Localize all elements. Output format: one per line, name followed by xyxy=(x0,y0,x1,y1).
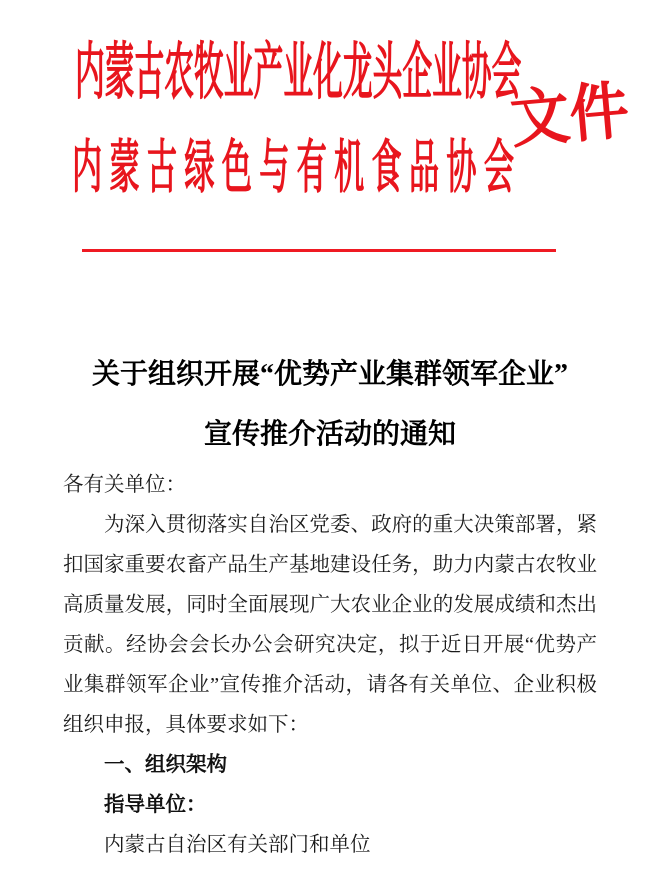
document-title-line1: 关于组织开展“优势产业集群领军企业” xyxy=(91,359,568,390)
salutation: 各有关单位： xyxy=(63,474,186,496)
red-divider-line xyxy=(82,249,556,252)
doc-type-label: 文件 xyxy=(507,75,632,156)
letterhead xyxy=(0,0,660,260)
document-content xyxy=(63,345,597,865)
document-title xyxy=(63,345,597,465)
intro-paragraph: 为深入贯彻落实自治区党委、政府的重大决策部署，紧扣国家重要农畜产品生产基地建设任务，助力内蒙古农牧业高质量发展，同时全面展现广大农业企业的发展成绩和杰出贡献。经协会会长办公会研究决定，拟于近日开展“优势产业集群领军企业”宣传推介活动，请各有关单位、企业积极组织申报，具体要求如下： xyxy=(63,514,597,736)
guide-unit-value: 内蒙古自治区有关部门和单位 xyxy=(104,834,371,856)
section-1-heading: 一、组织架构 xyxy=(104,753,227,776)
document-title-line2: 宣传推介活动的通知 xyxy=(203,419,456,450)
guide-unit-label: 指导单位： xyxy=(104,793,207,816)
org-name-line2: 内蒙古绿色与有机食品协会 xyxy=(72,135,522,200)
body-text xyxy=(63,465,597,865)
org-name-line1: 内蒙古农牧业产业化龙头企业协会 xyxy=(75,39,522,107)
